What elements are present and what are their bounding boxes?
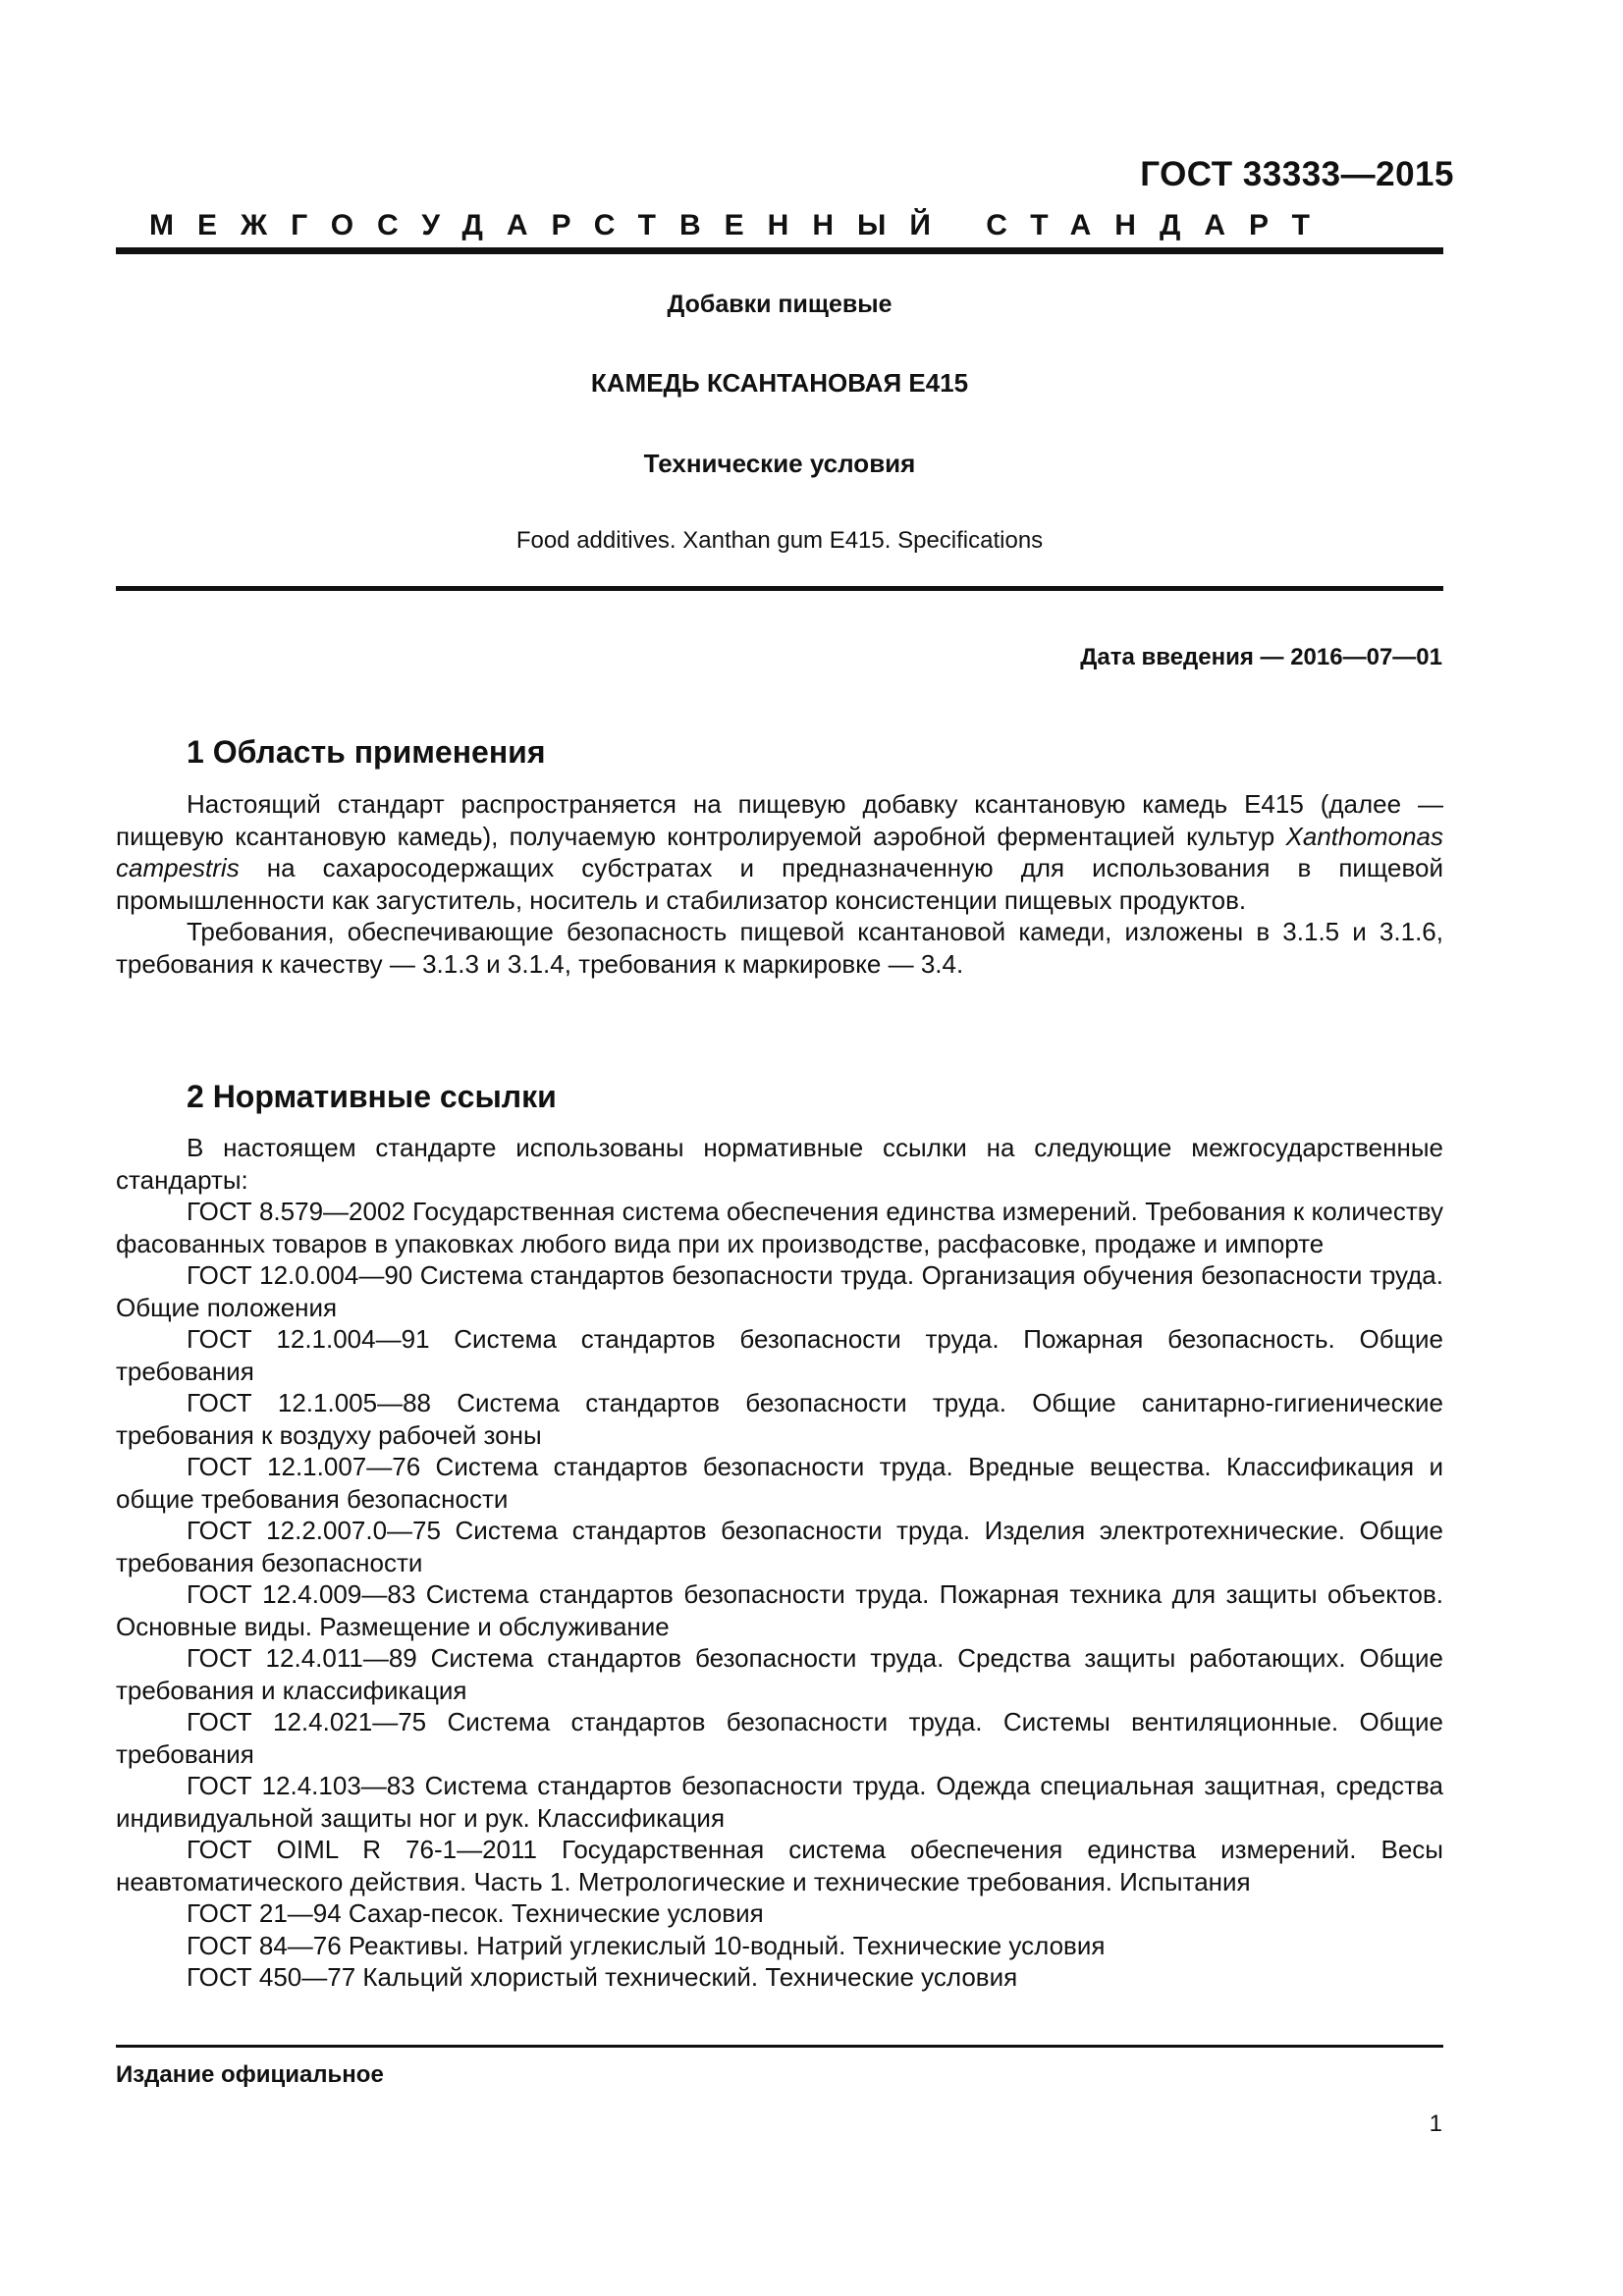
reference-item: ГОСТ 12.4.103—83 Система стандартов безопасности труда. Одежда специальная защитная, средства индивидуальной защиты ног и рук. Классификация	[116, 1771, 1443, 1833]
p1-text-start: Настоящий стандарт распространяется на пищевую добавку ксантановую камедь Е415 (далее — пищевую ксантановую камедь), получаемую контролируемой аэробной ферментацией культур	[116, 789, 1443, 851]
page-number: 1	[1429, 2110, 1442, 2137]
title-divider	[116, 586, 1443, 591]
document-title: КАМЕДЬ КСАНТАНОВАЯ Е415	[590, 368, 969, 398]
reference-item: ГОСТ 12.1.007—76 Система стандартов безопасности труда. Вредные вещества. Классификация и общие требования безопасности	[116, 1452, 1443, 1514]
reference-item: ГОСТ 12.2.007.0—75 Система стандартов безопасности труда. Изделия электротехнические. Общие требования безопасности	[116, 1516, 1443, 1577]
section-1-body	[116, 788, 1443, 980]
interstate-standard-label: МЕЖГОСУДАРСТВЕННЫЙ СТАНДАРТ	[149, 209, 1333, 241]
p1-text-end: на сахаросодержащих субстратах и предназначенную для использования в пищевой промышленности как загуститель, носитель и стабилизатор консистенции пищевых продуктов.	[116, 853, 1443, 915]
reference-item: ГОСТ 84—76 Реактивы. Натрий углекислый 10-водный. Технические условия	[187, 1930, 1106, 1960]
reference-item: ГОСТ 12.0.004—90 Система стандартов безопасности труда. Организация обучения безопасности труда. Общие положения	[116, 1260, 1443, 1322]
reference-item: ГОСТ 12.4.011—89 Система стандартов безопасности труда. Средства защиты работающих. Общие требования и классификация	[116, 1643, 1443, 1705]
reference-item: ГОСТ OIML R 76-1—2011 Государственная система обеспечения единства измерений. Весы неавтоматического действия. Часть 1. Метрологические и технические требования. Испытания	[116, 1835, 1443, 1896]
species-name: Xanthomonas campestris	[116, 821, 1443, 882]
document-subtitle: Технические условия	[643, 449, 916, 478]
introduction-date: Дата введения — 2016—07—01	[1080, 644, 1442, 670]
official-edition-label: Издание официальное	[116, 2061, 384, 2088]
section-1-paragraph-1	[116, 788, 1443, 916]
section-2-body	[116, 1132, 1443, 1994]
reference-item: ГОСТ 21—94 Сахар-песок. Технические условия	[187, 1898, 764, 1928]
section-1-heading: 1 Область применения	[187, 734, 546, 770]
gost-number: ГОСТ 33333—2015	[1140, 155, 1454, 193]
reference-item: ГОСТ 12.4.009—83 Система стандартов безопасности труда. Пожарная техника для защиты объектов. Основные виды. Размещение и обслуживание	[116, 1579, 1443, 1641]
section-1-paragraph-2: Требования, обеспечивающие безопасность пищевой ксантановой камеди, изложены в 3.1.5 и 3.1.6, требования к качеству — 3.1.3 и 3.1.4, требования к маркировке — 3.4.	[116, 917, 1443, 979]
reference-item: ГОСТ 8.579—2002 Государственная система обеспечения единства измерений. Требования к количеству фасованных товаров в упаковках любого вида при их производстве, расфасовке, продаже и импорте	[116, 1197, 1443, 1258]
document-supertitle: Добавки пищевые	[667, 291, 893, 318]
english-title: Food additives. Xanthan gum E415. Specifications	[515, 527, 1044, 554]
top-divider	[116, 247, 1443, 254]
reference-item: ГОСТ 12.1.004—91 Система стандартов безопасности труда. Пожарная безопасность. Общие требования	[116, 1324, 1443, 1386]
section-2-intro: В настоящем стандарте использованы нормативные ссылки на следующие межгосударственные стандарты:	[116, 1133, 1443, 1195]
reference-item: ГОСТ 450—77 Кальций хлористый технический. Технические условия	[187, 1962, 1018, 1992]
footer-divider	[116, 2045, 1443, 2048]
reference-item: ГОСТ 12.1.005—88 Система стандартов безопасности труда. Общие санитарно-гигиенические требования к воздуху рабочей зоны	[116, 1388, 1443, 1450]
reference-item: ГОСТ 12.4.021—75 Система стандартов безопасности труда. Системы вентиляционные. Общие требования	[116, 1707, 1443, 1769]
section-2-heading: 2 Нормативные ссылки	[187, 1079, 557, 1114]
